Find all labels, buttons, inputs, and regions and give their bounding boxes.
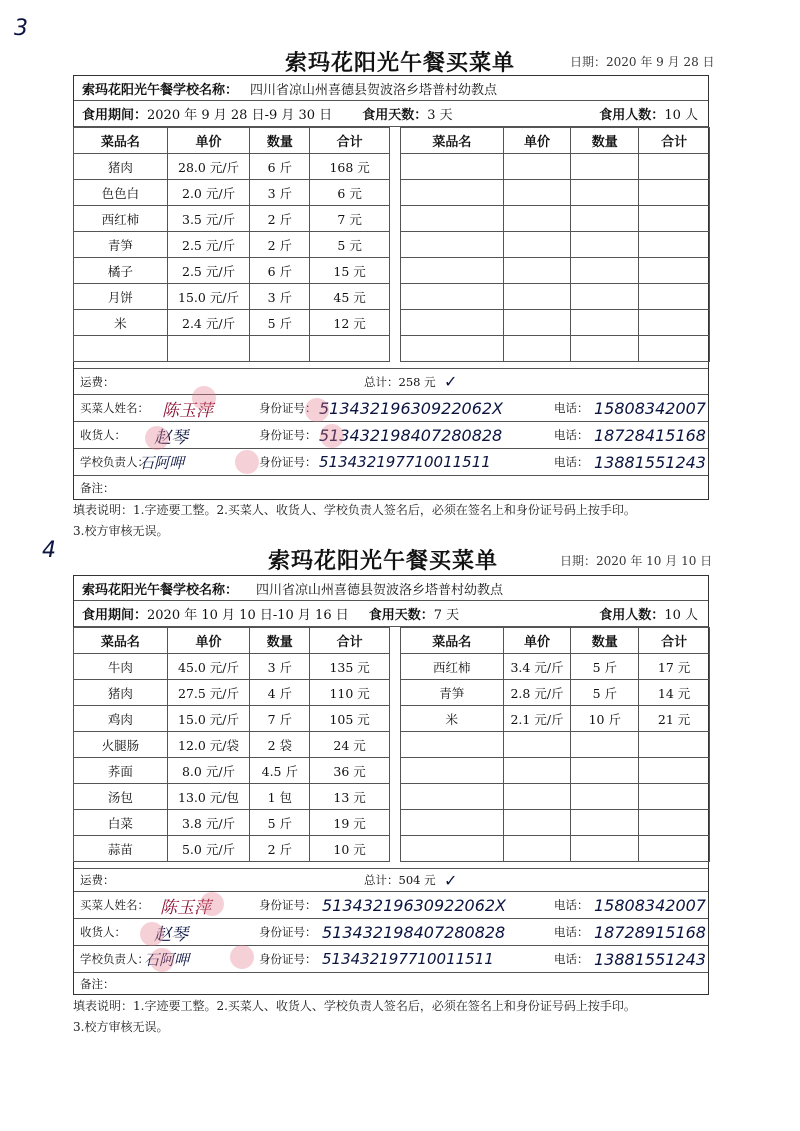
item-price [503,258,571,284]
buyer-label: 买菜人姓名： [80,898,149,912]
item-price: 3.4 元/斤 [503,654,571,680]
item-name [401,836,504,862]
table-row [401,732,710,758]
table-row [74,336,390,362]
item-price: 2.4 元/斤 [167,310,250,336]
item-qty: 2 斤 [250,206,310,232]
items-table-right [400,127,710,362]
fingerprint-stamp [150,948,174,972]
table-row [401,654,710,680]
left-rows [74,654,390,862]
item-qty: 5 斤 [250,810,310,836]
item-name [401,758,504,784]
remarks-label: 备注： [80,481,115,495]
header-qty: 数量 [571,628,639,654]
table-row [401,310,710,336]
instruction-line-1: 填表说明：1.字迹要工整。2.买菜人、收货人、学校负责人签名后，必须在签名上和身份证号码上按手印。 [73,999,636,1013]
item-qty: 3 斤 [250,654,310,680]
item-qty [571,284,639,310]
buyer-signature: 陈玉萍 [162,400,213,421]
item-qty: 5 斤 [250,310,310,336]
item-price: 2.5 元/斤 [167,258,250,284]
right-rows [401,654,710,862]
buyer-phone-label: 电话： [554,401,589,415]
table-row [74,784,390,810]
items-table-left [73,627,390,862]
item-qty [571,758,639,784]
item-name: 白菜 [74,810,168,836]
table-header [401,628,710,654]
table-row [74,680,390,706]
item-name: 青笋 [401,680,504,706]
form-title: 索玛花阳光午餐买菜单 [268,549,499,574]
days-value: 7 天 [433,608,460,623]
item-qty [571,810,639,836]
item-price [167,336,250,362]
item-name [401,784,504,810]
item-qty: 5 斤 [571,654,639,680]
item-qty: 3 斤 [250,180,310,206]
days-label: 食用天数： [368,608,434,623]
principal-phone: 13881551243 [594,949,706,969]
instruction-line-2: 3.校方审核无误。 [73,524,169,538]
principal-label: 学校负责人： [80,455,149,469]
item-name [401,232,504,258]
item-qty [571,258,639,284]
people-label: 食用人数： [599,608,665,623]
header-name: 菜品名 [401,128,504,154]
item-qty [571,232,639,258]
item-qty [571,180,639,206]
school-row [74,76,708,101]
receiver-signature: 赵琴 [154,924,188,945]
freight-label: 运费： [80,873,115,887]
fingerprint-stamp [192,386,216,410]
item-price [503,836,571,862]
item-total: 13 元 [310,784,390,810]
check-mark: ✓ [444,870,458,890]
item-price: 12.0 元/袋 [167,732,250,758]
item-total: 105 元 [310,706,390,732]
item-total [639,310,710,336]
item-total: 21 元 [639,706,710,732]
item-name: 米 [401,706,504,732]
fingerprint-stamp [320,424,344,448]
table-row [74,758,390,784]
table-row [401,836,710,862]
item-price: 5.0 元/斤 [167,836,250,862]
header-price: 单价 [503,128,571,154]
item-price: 3.5 元/斤 [167,206,250,232]
item-price [503,758,571,784]
item-total: 17 元 [639,654,710,680]
period-label: 食用期间： [82,608,148,623]
item-name [401,284,504,310]
item-name: 火腿肠 [74,732,168,758]
receiver-label: 收货人： [80,428,126,442]
item-total [639,810,710,836]
receiver-id-label: 身份证号： [259,925,317,939]
instruction-line-1: 填表说明：1.字迹要工整。2.买菜人、收货人、学校负责人签名后，必须在签名上和身份证号码上按手印。 [73,503,636,517]
item-total: 45 元 [310,284,390,310]
item-qty: 5 斤 [571,680,639,706]
people-value: 10 人 [664,108,698,123]
principal-id: 513432197710011511 [319,453,491,471]
item-total [639,284,710,310]
form-date: 日期：2020 年 9 月 28 日 [570,55,715,69]
item-total [639,154,710,180]
principal-row [74,449,708,476]
fingerprint-stamp [235,450,259,474]
item-qty: 3 斤 [250,284,310,310]
table-header [74,128,390,154]
item-price [503,206,571,232]
item-price [503,232,571,258]
principal-id: 513432197710011511 [322,950,494,968]
item-qty: 1 包 [250,784,310,810]
page-number: 3 [14,16,28,41]
item-name: 汤包 [74,784,168,810]
item-total: 5 元 [310,232,390,258]
item-price [503,284,571,310]
buyer-phone: 15808342007 [594,398,706,418]
item-price: 2.0 元/斤 [167,180,250,206]
school-name: 四川省凉山州喜德县贺波洛乡塔普村幼教点 [250,82,498,98]
item-qty [571,154,639,180]
receiver-id: 513432198407280828 [322,922,506,942]
item-price [503,336,571,362]
item-total [639,258,710,284]
table-row [74,284,390,310]
principal-phone-label: 电话： [554,455,589,469]
header-price: 单价 [503,628,571,654]
item-price: 8.0 元/斤 [167,758,250,784]
days-value: 3 天 [427,108,453,123]
buyer-label: 买菜人姓名： [80,401,149,415]
principal-id-label: 身份证号： [259,455,317,469]
item-total [639,206,710,232]
fingerprint-stamp [145,426,169,450]
freight-label: 运费： [80,374,115,389]
people-label: 食用人数： [599,108,665,123]
table-row [401,336,710,362]
form-instructions [73,996,723,1038]
period-label: 食用期间： [82,108,148,123]
items-table-left [73,127,390,362]
page-number: 4 [42,538,56,563]
item-total [639,732,710,758]
buyer-row [74,395,708,422]
item-name: 猪肉 [74,680,168,706]
fingerprint-stamp [305,398,329,422]
item-price [503,180,571,206]
table-row [74,310,390,336]
item-qty: 6 斤 [250,154,310,180]
item-total [310,336,390,362]
receiver-label: 收货人： [80,925,126,939]
item-total: 6 元 [310,180,390,206]
table-row [401,758,710,784]
item-total: 12 元 [310,310,390,336]
header-total: 合计 [639,128,710,154]
buyer-phone-label: 电话： [554,898,589,912]
item-total [639,232,710,258]
item-price: 2.5 元/斤 [167,232,250,258]
total-row [74,368,708,395]
item-price: 2.1 元/斤 [503,706,571,732]
item-qty [571,732,639,758]
item-price: 15.0 元/斤 [167,706,250,732]
period-row [74,101,708,127]
school-row [74,576,708,601]
header-total: 合计 [310,128,390,154]
item-price: 28.0 元/斤 [167,154,250,180]
header-qty: 数量 [571,128,639,154]
item-name [401,258,504,284]
days-label: 食用天数： [362,108,428,123]
table-row [74,654,390,680]
table-row [74,732,390,758]
item-total [639,180,710,206]
table-row [74,206,390,232]
item-total [639,784,710,810]
item-name: 橘子 [74,258,168,284]
instruction-line-2: 3.校方审核无误。 [73,1020,169,1034]
right-rows [401,154,710,362]
receiver-phone: 18728415168 [594,425,706,445]
buyer-id-label: 身份证号： [259,401,317,415]
table-row [74,258,390,284]
total-value: 总计：258 元 [364,374,436,389]
header-price: 单价 [167,128,250,154]
header-name: 菜品名 [74,628,168,654]
item-total: 19 元 [310,810,390,836]
period-row [74,601,708,627]
table-row [401,706,710,732]
period-value: 2020 年 9 月 28 日-9 月 30 日 [147,108,333,123]
table-header [74,628,390,654]
buyer-id: 51343219630922062X [322,895,507,915]
item-qty [250,336,310,362]
principal-id-label: 身份证号： [259,952,317,966]
item-price: 3.8 元/斤 [167,810,250,836]
item-total: 24 元 [310,732,390,758]
principal-phone-label: 电话： [554,952,589,966]
item-qty: 4.5 斤 [250,758,310,784]
item-name [401,810,504,836]
header-price: 单价 [167,628,250,654]
buyer-signature: 陈玉萍 [160,897,211,918]
table-row [401,154,710,180]
school-label: 索玛花阳光午餐学校名称： [82,582,239,598]
fingerprint-stamp [230,945,254,969]
header-qty: 数量 [250,128,310,154]
item-qty [571,336,639,362]
principal-phone: 13881551243 [594,452,706,472]
table-row [401,784,710,810]
buyer-id: 51343219630922062X [319,398,504,418]
remarks-row [74,476,708,500]
table-row [401,680,710,706]
total-row [74,868,708,892]
receiver-phone: 18728915168 [594,922,706,942]
people-value: 10 人 [664,608,698,623]
item-total: 36 元 [310,758,390,784]
item-total: 135 元 [310,654,390,680]
item-price [503,810,571,836]
principal-signature: 石阿呷 [139,453,185,472]
form-date: 日期：2020 年 10 月 10 日 [560,554,713,568]
fingerprint-stamp [200,892,224,916]
table-row [74,154,390,180]
item-price: 15.0 元/斤 [167,284,250,310]
item-name: 米 [74,310,168,336]
table-row [401,232,710,258]
header-total: 合计 [639,628,710,654]
item-price: 45.0 元/斤 [167,654,250,680]
school-label: 索玛花阳光午餐学校名称： [82,82,239,98]
principal-signature: 石阿呷 [144,950,190,969]
header-name: 菜品名 [74,128,168,154]
item-name: 西红柿 [74,206,168,232]
item-name [401,206,504,232]
buyer-row [74,892,708,919]
fingerprint-stamp [140,922,164,946]
table-header [401,128,710,154]
receiver-phone-label: 电话： [554,925,589,939]
item-qty [571,206,639,232]
table-row [401,810,710,836]
item-name [401,310,504,336]
receiver-id-label: 身份证号： [259,428,317,442]
table-row [74,810,390,836]
table-row [74,706,390,732]
school-name: 四川省凉山州喜德县贺波洛乡塔普村幼教点 [256,582,504,598]
item-name [401,336,504,362]
period-value: 2020 年 10 月 10 日-10 月 16 日 [147,608,349,623]
item-price [503,154,571,180]
buyer-phone: 15808342007 [594,895,706,915]
receiver-signature: 赵琴 [154,427,188,448]
remarks-label: 备注： [80,977,115,991]
item-name: 鸡肉 [74,706,168,732]
table-row [401,284,710,310]
item-qty: 6 斤 [250,258,310,284]
item-total: 14 元 [639,680,710,706]
item-qty: 7 斤 [250,706,310,732]
header-qty: 数量 [250,628,310,654]
item-qty: 2 斤 [250,836,310,862]
item-qty: 2 袋 [250,732,310,758]
receiver-id: 513432198407280828 [319,425,503,445]
item-name: 色色白 [74,180,168,206]
item-qty [571,836,639,862]
table-row [74,232,390,258]
item-name: 猪肉 [74,154,168,180]
receiver-phone-label: 电话： [554,428,589,442]
item-name [401,732,504,758]
item-name: 牛肉 [74,654,168,680]
buyer-id-label: 身份证号： [259,898,317,912]
item-price [503,732,571,758]
receiver-row [74,919,708,946]
header-total: 合计 [310,628,390,654]
item-name: 荞面 [74,758,168,784]
item-price: 13.0 元/包 [167,784,250,810]
item-price: 2.8 元/斤 [503,680,571,706]
table-row [401,206,710,232]
item-name: 青笋 [74,232,168,258]
item-name [74,336,168,362]
item-total: 15 元 [310,258,390,284]
item-name: 月饼 [74,284,168,310]
item-price [503,310,571,336]
total-value: 总计：504 元 [364,873,436,887]
receiver-row [74,422,708,449]
table-row [401,180,710,206]
header-name: 菜品名 [401,628,504,654]
item-total [639,758,710,784]
item-total [639,336,710,362]
item-total: 10 元 [310,836,390,862]
item-name: 蒜苗 [74,836,168,862]
item-total: 110 元 [310,680,390,706]
item-name [401,180,504,206]
items-table-right [400,627,710,862]
item-price [503,784,571,810]
item-qty: 2 斤 [250,232,310,258]
table-row [74,180,390,206]
item-qty [571,784,639,810]
purchase-form [73,575,709,995]
item-qty: 4 斤 [250,680,310,706]
check-mark: ✓ [444,372,458,391]
principal-label: 学校负责人： [80,952,149,966]
item-total: 7 元 [310,206,390,232]
table-row [401,258,710,284]
left-rows [74,154,390,362]
item-total: 168 元 [310,154,390,180]
item-price: 27.5 元/斤 [167,680,250,706]
item-name: 西红柿 [401,654,504,680]
table-row [74,836,390,862]
remarks-row [74,973,708,995]
form-instructions [73,500,723,542]
item-total [639,836,710,862]
item-name [401,154,504,180]
form-title: 索玛花阳光午餐买菜单 [285,51,516,76]
item-qty [571,310,639,336]
item-qty: 10 斤 [571,706,639,732]
